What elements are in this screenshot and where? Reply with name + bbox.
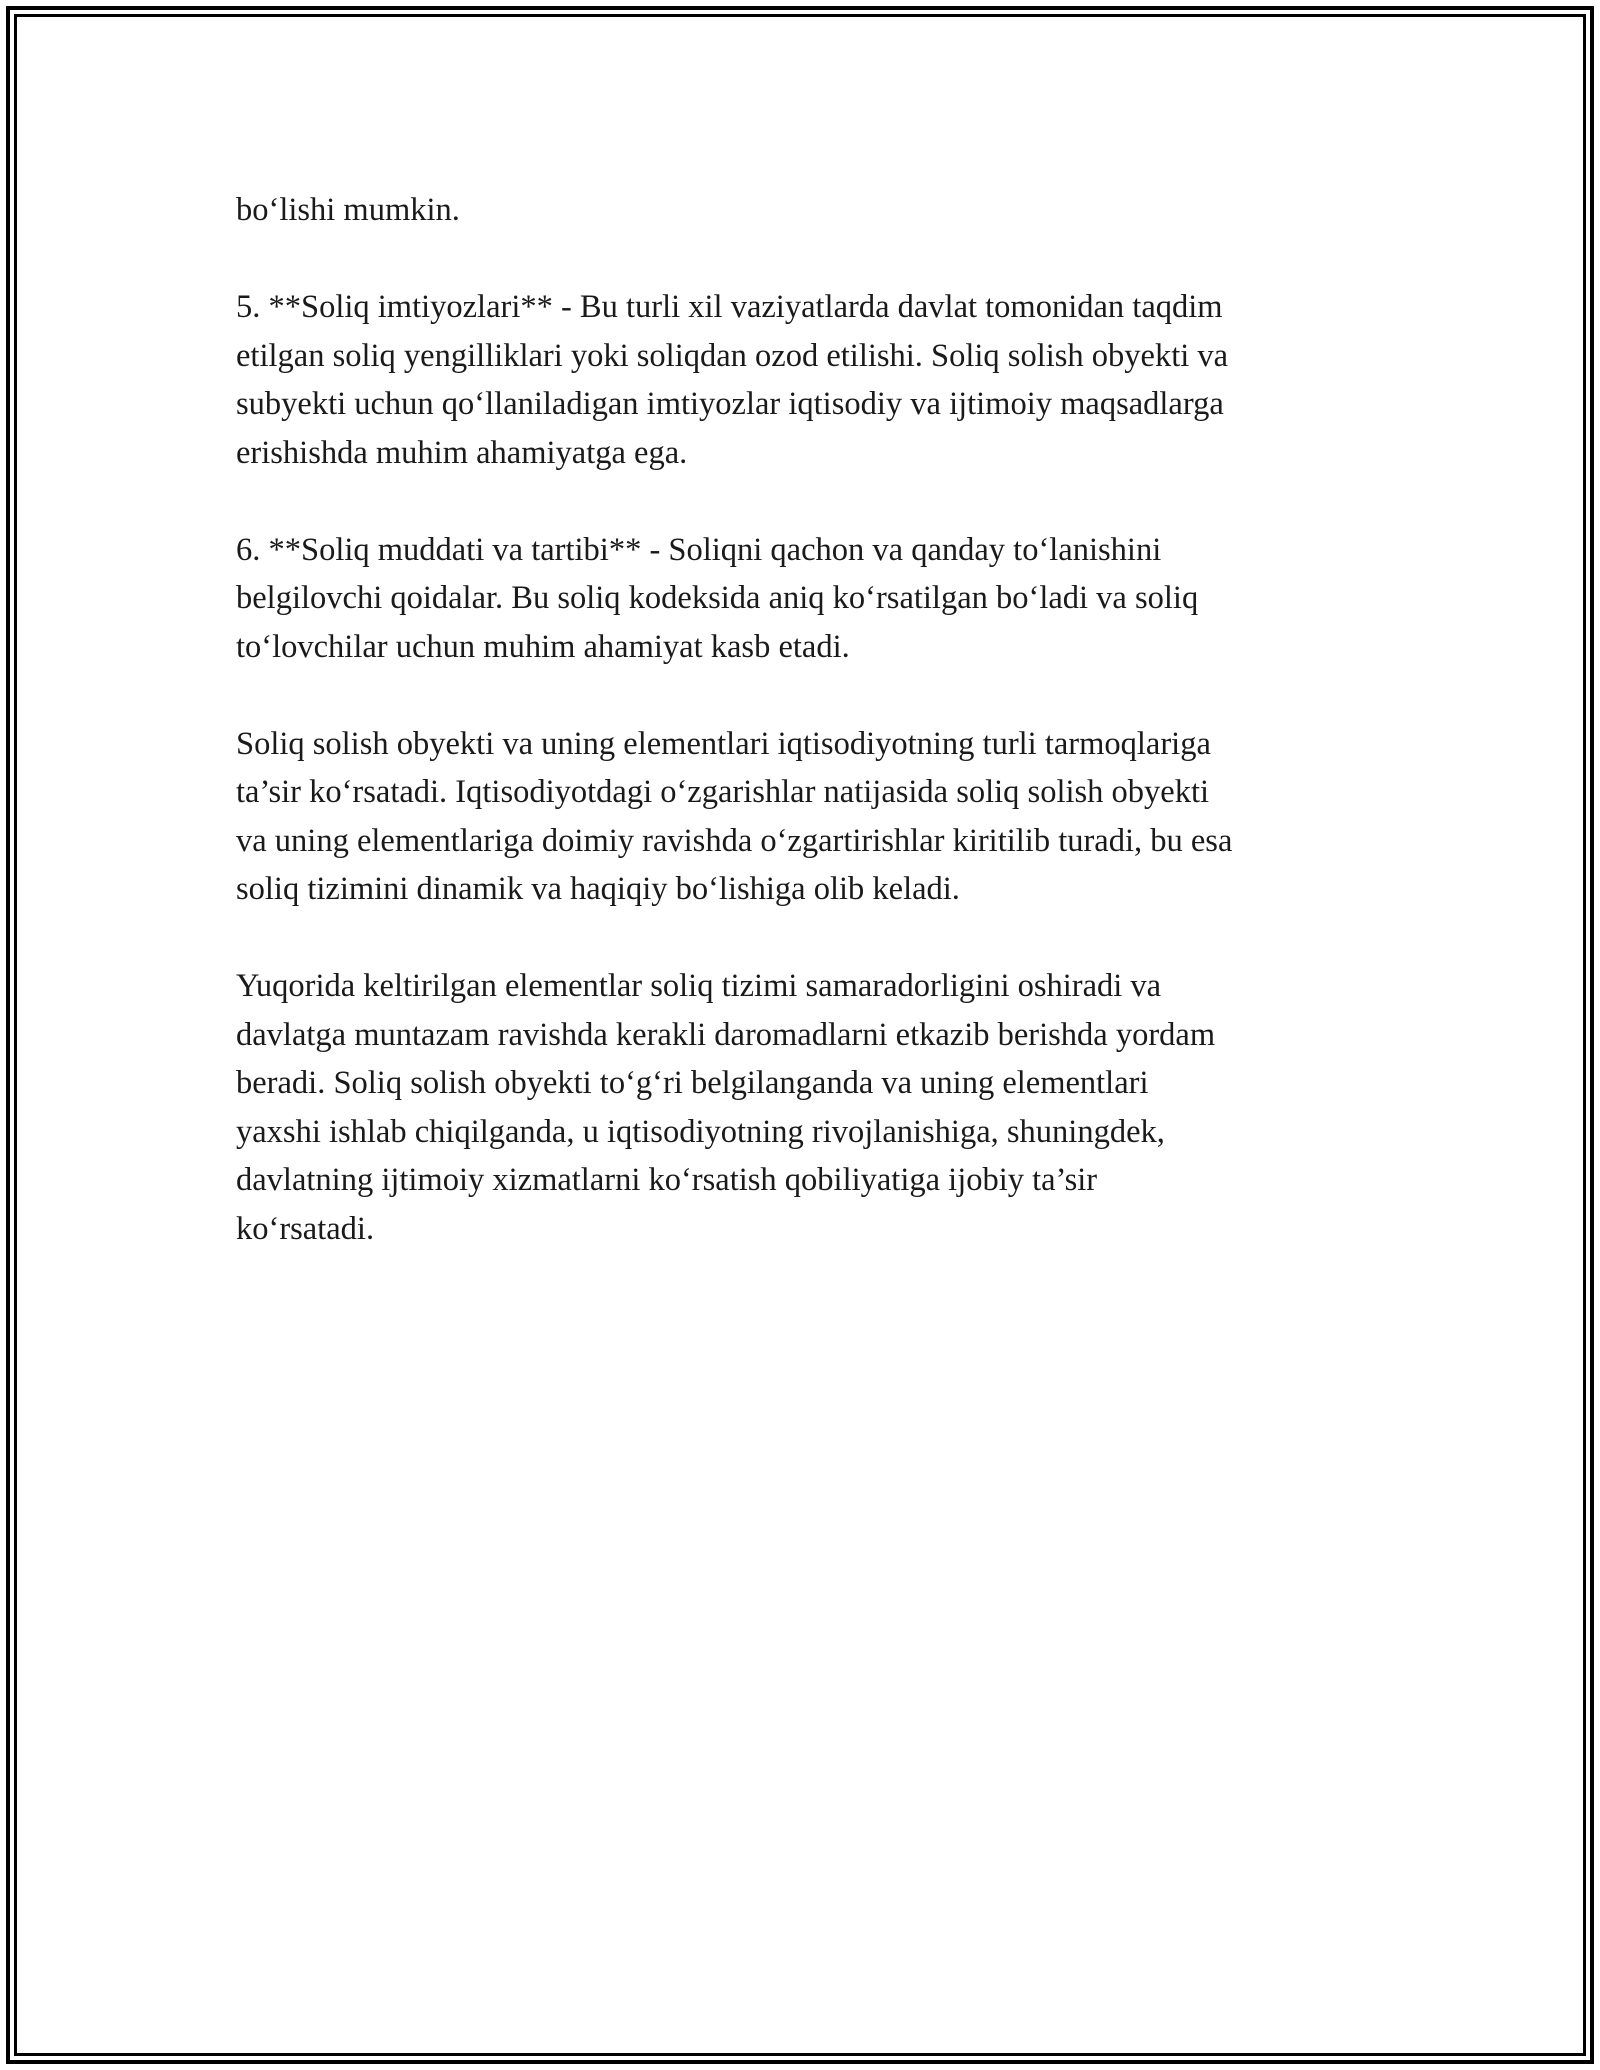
document-body <box>236 186 1376 1302</box>
paragraph-economic-impact: Soliq solish obyekti va uning elementlari iqtisodiyotning turli tarmoqlariga ta’sir ko‘rsatadi. Iqtisodiyotdagi o‘zgarishlar natijasida soliq solish obyekti va uning elementlariga doimiy ravishda o‘zgartirishlar kiritilib turadi, bu esa soliq tizimini dinamik va haqiqiy bo‘lishiga olib keladi. <box>236 725 1233 907</box>
paragraph-item-6-tax-deadline: 6. **Soliq muddati va tartibi** - Soliqni qachon va qanday to‘lanishini belgilovchi qoidalar. Bu soliq kodeksida aniq ko‘rsatilgan bo‘ladi va soliq to‘lovchilar uchun muhim ahamiyat kasb etadi. <box>236 531 1199 665</box>
paragraph-continuation: bo‘lishi mumkin. <box>236 192 460 228</box>
paragraph-item-5-tax-benefits: 5. **Soliq imtiyozlari** - Bu turli xil vaziyatlarda davlat tomonidan taqdim etilgan soliq yengilliklari yoki soliqdan ozod etilishi. Soliq solish obyekti va subyekti uchun qo‘llaniladigan imtiyozlar iqtisodiy va ijtimoiy maqsadlarga erishishda muhim ahamiyatga ega. <box>236 289 1229 471</box>
paragraph-conclusion: Yuqorida keltirilgan elementlar soliq tizimi samaradorligini oshiradi va davlatga muntazam ravishda kerakli daromadlarni etkazib berishda yordam beradi. Soliq solish obyekti to‘g‘ri belgilanganda va uning elementlari yaxshi ishlab chiqilganda, u iqtisodiyotning rivojlanishiga, shuningdek, davlatning ijtimoiy xizmatlarni ko‘rsatish qobiliyatiga ijobiy ta’sir ko‘rsatadi. <box>236 968 1216 1247</box>
